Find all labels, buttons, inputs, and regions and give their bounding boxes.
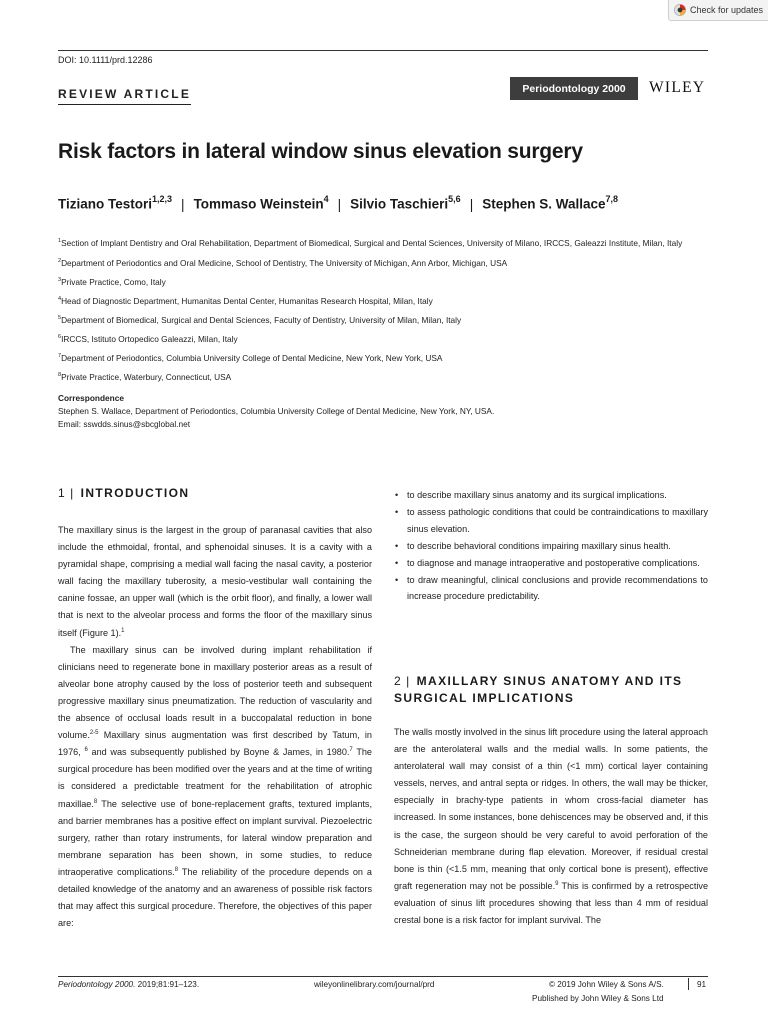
affiliation	[58, 348, 708, 367]
footer-volume: 2019;81:91–123.	[135, 980, 200, 989]
article-type: REVIEW ARTICLE	[58, 87, 191, 105]
affiliation	[58, 233, 708, 250]
affiliation-number: 4	[58, 295, 62, 302]
list-item: • to draw meaningful, clinical conclusions and provide recommendations to increase procedure predictability.	[394, 572, 708, 606]
citation-ref[interactable]: 8	[93, 798, 98, 805]
affiliation-text: Private Practice, Waterbury, Connecticut, USA	[61, 371, 232, 382]
author-separator: |	[337, 196, 342, 212]
affiliation-text: IRCCS, Istituto Ortopedico Galeazzi, Milan, Italy	[61, 333, 238, 344]
correspondence-address: Stephen S. Wallace, Department of Periodontics, Columbia University College of Dental Medicine, New York, NY, USA.	[58, 406, 495, 416]
affiliation-text: Section of Implant Dentistry and Oral Rehabilitation, Department of Biomedical, Surgical and Dental Sciences, University of Milano, IRCCS, Galeazzi Institute, Milan, Italy	[61, 237, 683, 248]
affiliation	[58, 291, 708, 310]
citation-ref[interactable]: 7	[349, 747, 353, 754]
page-number: 91	[697, 980, 707, 989]
author-list	[58, 195, 618, 212]
citation-ref[interactable]: 6	[84, 747, 88, 754]
affiliation	[58, 310, 708, 329]
paragraph-text: This is confirmed by a retrospective evaluation of sinus lift procedures showing that less than 4 mm of residual crestal bone is a risk factor for implant survival. The	[394, 880, 708, 926]
affiliation-text: Head of Diagnostic Department, Humanitas Dental Center, Humanitas Research Hospital, Milan, Italy	[61, 295, 433, 306]
footer-citation	[58, 980, 199, 989]
affiliation-number: 1	[58, 238, 62, 244]
list-item: • to assess pathologic conditions that could be contraindications to maxillary sinus elevation.	[394, 504, 708, 538]
footer-copyright: © 2019 John Wiley & Sons A/S.	[549, 980, 664, 989]
footer-divider	[688, 978, 689, 990]
affiliation-number: 2	[58, 257, 62, 264]
footer-url[interactable]: wileyonlinelibrary.com/journal/prd	[314, 980, 435, 989]
footer-rule	[58, 976, 708, 977]
paragraph-text: The maxillary sinus is the largest in the group of paranasal cavities that also include the ethmoidal, frontal, and sphenoidal sinuses. It is a cavity with a pyramidal shape, comprising a medial wall facing the nasal cavity, a posterior wall facing the maxillary tuberosity, a mesio-vestibular wall containing the canine fossae, an upper wall (which is the orbit floor), and finally, a lower wall that is next to the alveolar process and forms the floor of the maxillary sinus itself (Figure 1).	[58, 525, 372, 638]
affiliation-text: Department of Periodontics and Oral Medicine, School of Dentistry, The University of Michigan, Ann Arbor, Michigan, USA	[61, 257, 508, 268]
citation-ref[interactable]: 2-5	[89, 730, 99, 737]
section-title: INTRODUCTION	[80, 486, 190, 500]
citation-ref[interactable]: 9	[555, 880, 559, 887]
paper-title: Risk factors in lateral window sinus elevation surgery	[58, 140, 583, 163]
author-separator: |	[469, 196, 474, 212]
citation-ref[interactable]: 1	[121, 627, 125, 634]
affiliation-number: 7	[58, 352, 62, 359]
check-for-updates-button[interactable]	[668, 0, 768, 21]
doi[interactable]: DOI: 10.1111/prd.12286	[58, 55, 153, 65]
journal-badge: Periodontology 2000	[510, 77, 638, 100]
affiliation	[58, 367, 708, 386]
paragraph-text: The surgical procedure has been modified over the years and at the time of writing is considered a predictable treatment for the rehabilitation of atrophic maxillae.	[58, 747, 372, 809]
affiliation-number: 5	[58, 314, 62, 321]
citation-ref[interactable]: 8	[174, 866, 179, 873]
affiliation-number: 6	[58, 333, 62, 340]
author-affiliation-refs: 7,8	[605, 194, 619, 204]
section-title: MAXILLARY SINUS ANATOMY AND ITS SURGICAL IMPLICATIONS	[394, 674, 683, 705]
section-heading-anatomy	[394, 673, 714, 707]
author-separator: |	[181, 196, 185, 212]
affiliation-number: 8	[58, 371, 62, 378]
affiliation	[58, 272, 708, 291]
author-name: Silvio Taschieri	[350, 196, 449, 212]
right-column-body	[394, 724, 708, 929]
left-column-body	[58, 522, 372, 932]
paragraph	[394, 724, 708, 929]
correspondence-email[interactable]: Email: sswdds.sinus@sbcglobal.net	[58, 419, 191, 429]
affiliations	[58, 233, 708, 386]
author-affiliation-refs: 1,2,3	[152, 194, 173, 204]
objectives-list	[394, 487, 708, 605]
paragraph-text: The selective use of bone-replacement grafts, textured implants, and barrier membranes has a positive effect on implant survival. Piezoelectric surgery, rather than rotary instruments, for lateral window preparation and membrane separation has been shown, in some studies, to reduce intraoperative complications.	[58, 798, 372, 877]
paragraph	[58, 642, 372, 933]
affiliation-text: Department of Biomedical, Surgical and Dental Sciences, Faculty of Dentistry, University of Milan, Milan, Italy	[61, 314, 462, 325]
affiliation-text: Department of Periodontics, Columbia University College of Dental Medicine, New York, New York, USA	[61, 352, 443, 363]
paragraph-text: The walls mostly involved in the sinus lift procedure using the lateral approach are the anterolateral walls and the medial walls. In some patients, the anterolateral wall may consist of a thin (<1 mm) cortical layer containing vessels, nerves, and antral septa or ridges. In others, the wall may be thicker, especially in brachy-type patients in whom cross-facial diameter has increased. In some instances, bone dehiscences may be observed and, if this is the case, the surgeon should be very careful to avoid perforation of the Schneiderian membrane during flap elevation. Moreover, if residual crestal bone is thin (<1.5 mm, meaning that only cortical bone is present), effective graft regeneration may not be possible.	[394, 727, 708, 891]
list-item: • to describe maxillary sinus anatomy and its surgical implications.	[394, 487, 708, 504]
affiliation-text: Private Practice, Como, Italy	[61, 276, 166, 287]
list-item: • to describe behavioral conditions impairing maxillary sinus health.	[394, 538, 708, 555]
footer-publisher: Published by John Wiley & Sons Ltd	[532, 994, 664, 1003]
author-name: Tommaso Weinstein	[193, 196, 324, 212]
author-affiliation-refs: 5,6	[448, 194, 461, 204]
paragraph-text: The maxillary sinus can be involved during implant rehabilitation if clinicians need to regenerate bone in maxillary posterior areas as a result of alveolar bone atrophy caused by the loss of posterior teeth and subsequent progressive maxillary sinus pneumatization. The reduction of vascularity and the absence of occlusal loads result in a buccopalatal reduction in bone volume.	[58, 644, 372, 741]
author-affiliation-refs: 4	[323, 194, 329, 204]
affiliation	[58, 253, 708, 272]
section-heading-introduction	[58, 485, 189, 502]
correspondence	[58, 392, 708, 431]
header-rule	[58, 50, 708, 51]
author-name: Stephen S. Wallace	[482, 196, 606, 212]
section-number: 1	[58, 486, 67, 500]
paragraph-text: Maxillary sinus augmentation was first described by Tatum, in 1976,	[58, 730, 372, 758]
paragraph-text: The reliability of the procedure depends on a detailed knowledge of the anatomy and an awareness of possible risk factors that may affect this surgical procedure. Therefore, the objectives of this paper are:	[58, 866, 372, 929]
section-number: 2	[394, 674, 403, 688]
correspondence-heading: Correspondence	[58, 393, 124, 403]
section-separator: |	[406, 674, 411, 688]
affiliation	[58, 329, 708, 348]
paragraph-text: and was subsequently published by Boyne & James, in 1980.	[87, 747, 350, 758]
crossmark-icon	[674, 4, 686, 16]
section-separator: |	[70, 486, 75, 500]
publisher-logo: WILEY	[649, 79, 706, 96]
check-for-updates-label: Check for updates	[690, 5, 764, 15]
author-name: Tiziano Testori	[58, 196, 153, 212]
affiliation-number: 3	[58, 276, 62, 283]
paragraph	[58, 522, 372, 642]
list-item: • to diagnose and manage intraoperative and postoperative complications.	[394, 555, 708, 572]
footer-journal: Periodontology 2000.	[58, 980, 136, 989]
